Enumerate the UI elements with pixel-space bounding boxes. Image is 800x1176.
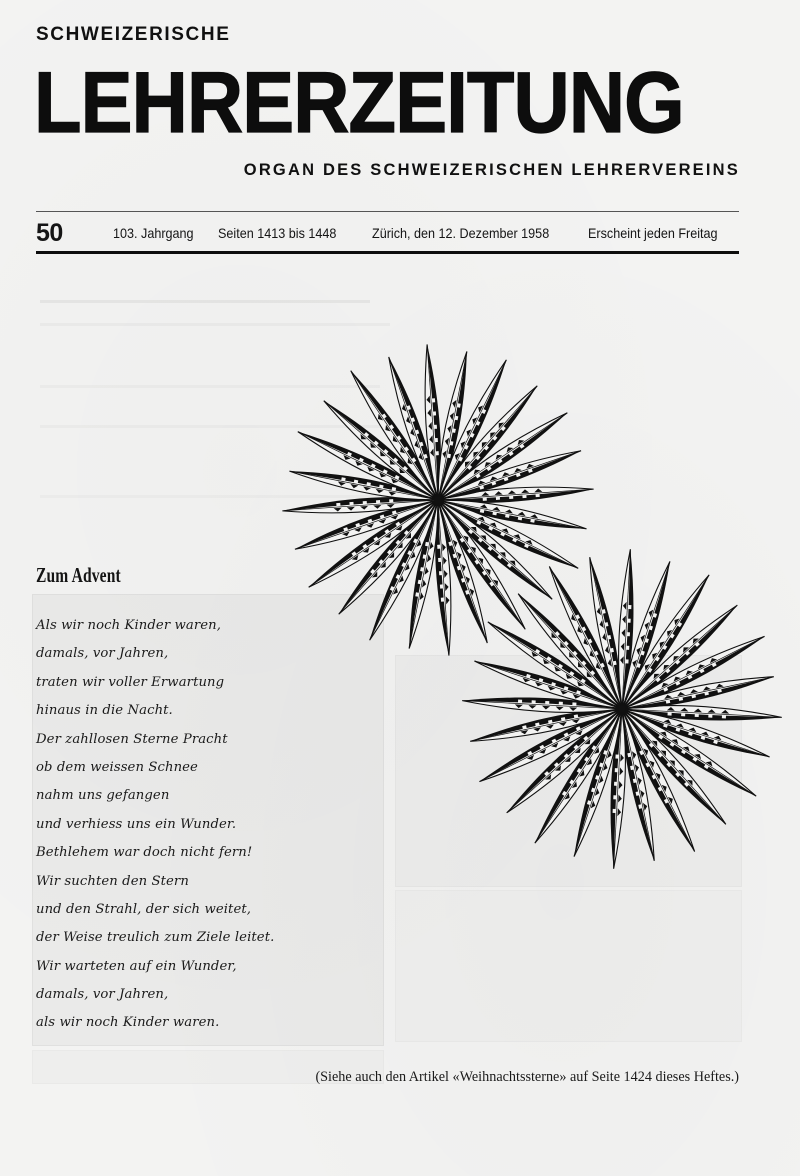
poem-line: der Weise treulich zum Ziele leitet. [36, 930, 275, 946]
article-reference-footnote: (Siehe auch den Artikel «Weihnachtssterne» auf Seite 1424 dieses Heftes.) [315, 1069, 739, 1085]
poem-line: und den Strahl, der sich weitet, [36, 901, 252, 917]
poem-line: und verhiess uns ein Wunder. [36, 816, 237, 832]
place-and-date: Zürich, den 12. Dezember 1958 [372, 225, 550, 241]
masthead-subtitle: ORGAN DES SCHWEIZERISCHEN LEHRERVEREINS [243, 161, 740, 179]
poem-line: Wir warteten auf ein Wunder, [36, 958, 237, 974]
poem-line: als wir noch Kinder waren. [36, 1015, 220, 1031]
masthead-kicker: SCHWEIZERISCHE [36, 24, 231, 45]
poem-line: Der zahllosen Sterne Pracht [36, 731, 228, 747]
bleed-through-line [40, 385, 380, 388]
bleed-through-block [395, 655, 742, 887]
poem-line: Wir suchten den Stern [36, 873, 189, 889]
poem-line: hinaus in die Nacht. [36, 703, 173, 719]
bleed-through-line [40, 495, 380, 498]
poem-line: Als wir noch Kinder waren, [36, 618, 222, 633]
issue-info-bar [36, 219, 739, 247]
poem-title: Zum Advent [36, 563, 121, 587]
bleed-through-line [40, 425, 380, 428]
issue-number: 50 [36, 219, 63, 247]
bleed-through-line [40, 300, 370, 303]
poem-line: ob dem weissen Schnee [36, 759, 198, 775]
poem-line: traten wir voller Erwartung [36, 674, 225, 690]
header-divider-thick [36, 251, 739, 254]
bleed-through-line [40, 323, 390, 326]
bleed-through-block [395, 890, 742, 1042]
poem-line: damals, vor Jahren, [36, 987, 169, 1003]
volume-label: 103. Jahrgang [113, 225, 194, 241]
masthead-title: LEHRERZEITUNG [34, 55, 684, 151]
page-range: Seiten 1413 bis 1448 [218, 225, 337, 241]
poem-line: nahm uns gefangen [36, 788, 170, 804]
poem-body [36, 612, 274, 1038]
header-divider-thin [36, 211, 739, 212]
poem-line: Bethlehem war doch nicht fern! [36, 845, 253, 861]
publication-frequency: Erscheint jeden Freitag [588, 225, 718, 241]
poem-line: damals, vor Jahren, [36, 646, 169, 662]
